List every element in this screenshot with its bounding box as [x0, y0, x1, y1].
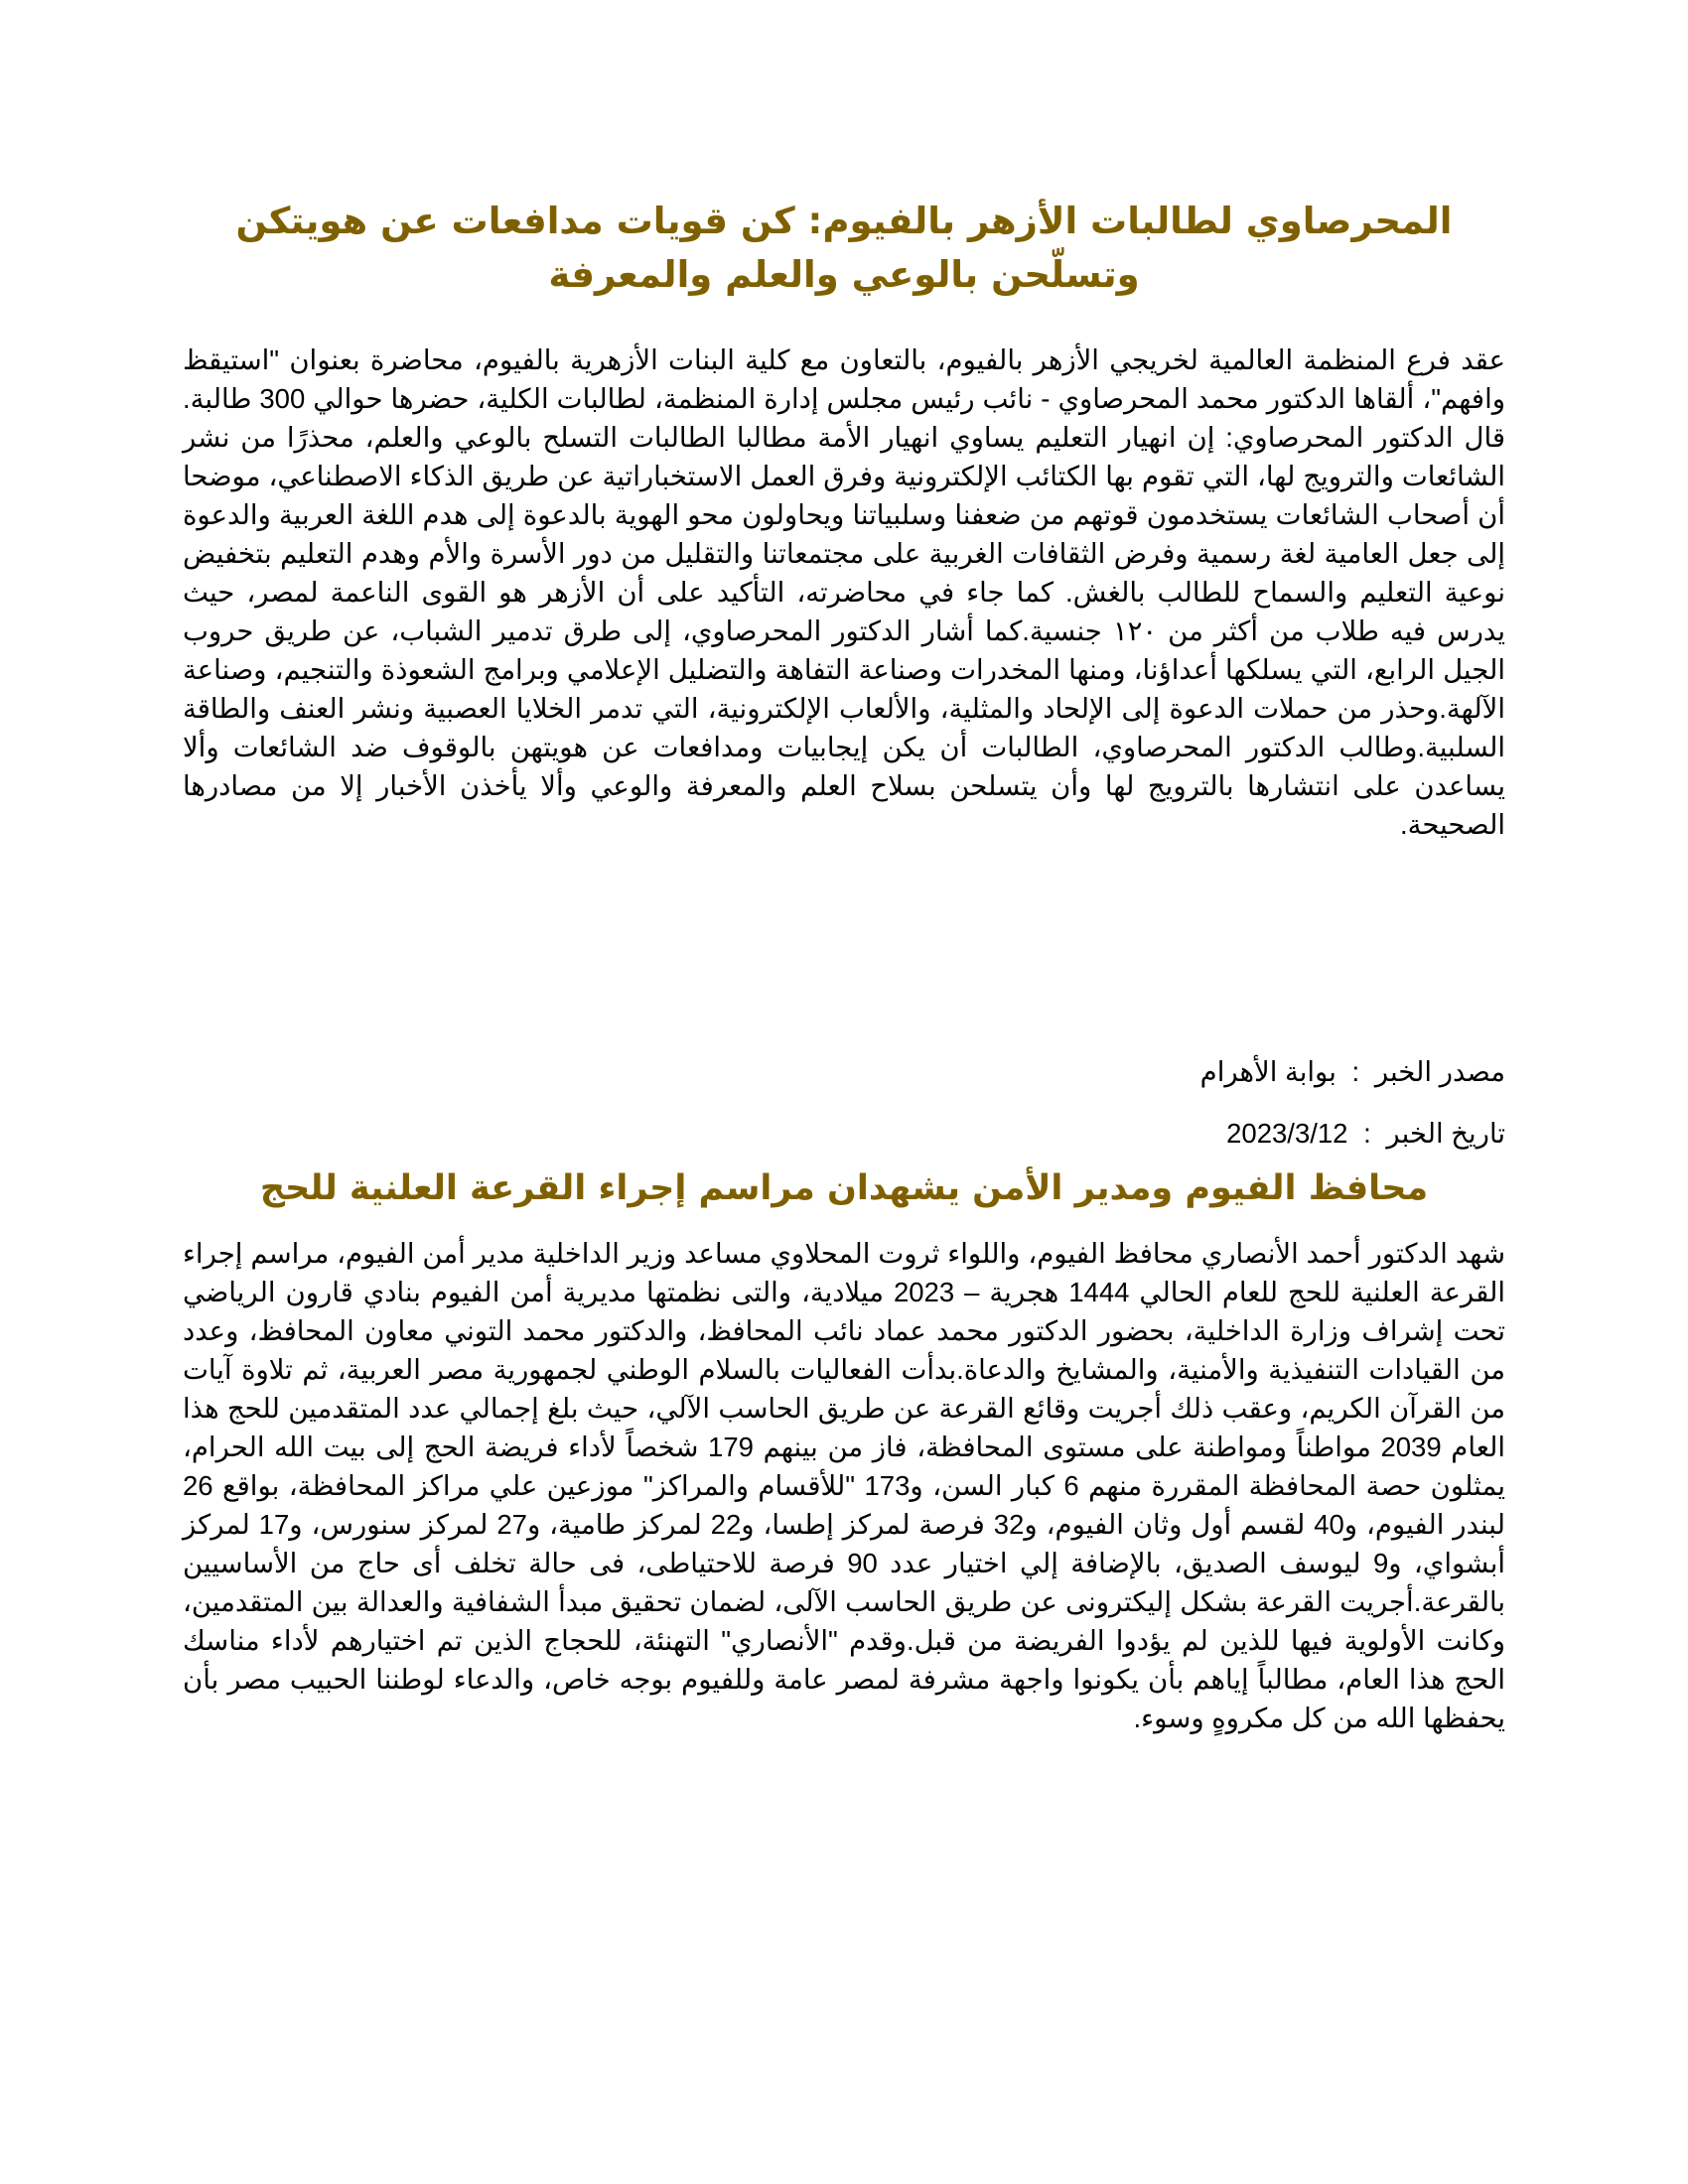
date-separator: : [1363, 1118, 1371, 1149]
article-2-body: شهد الدكتور أحمد الأنصاري محافظ الفيوم، واللواء ثروت المحلاوي مساعد وزير الداخلية مدير أمن الفيوم، مراسم إجراء القرعة العلنية للحج للعام الحالي 1444 هجرية – 2023 ميلادية، والتى نظمتها مديرية أمن الفيوم بنادي قارون الرياضي تحت إشراف وزارة الداخلية، بحضور الدكتور محمد عماد نائب المحافظ، والدكتور محمد التوني معاون المحافظ، وعدد من القيادات التنفيذية والأمنية، والمشايخ والدعاة.بدأت الفعاليات بالسلام الوطني لجمهورية مصر العربية، ثم تلاوة آيات من القرآن الكريم، وعقب ذلك أجريت وقائع القرعة عن طريق الحاسب الآلي، حيث بلغ إجمالي عدد المتقدمين للحج هذا العام 2039 مواطناً ومواطنة على مستوى المحافظة، فاز من بينهم 179 شخصاً لأداء فريضة الحج إلى بيت الله الحرام، يمثلون حصة المحافظة المقررة منهم 6 كبار السن، و173 "للأقسام والمراكز" موزعين علي مراكز المحافظة، بواقع 26 لبندر الفيوم، و40 لقسم أول وثان الفيوم، و32 فرصة لمركز إطسا، و22 لمركز طامية، و27 لمركز سنورس، و17 لمركز أبشواي، و9 ليوسف الصديق، بالإضافة إلي اختيار عدد 90 فرصة للاحتياطى، فى حالة تخلف أى حاج من الأساسيين بالقرعة.أجريت القرعة بشكل إليكترونى عن طريق الحاسب الآلى، لضمان تحقيق مبدأ الشفافية والعدالة بين المتقدمين، وكانت الأولوية فيها للذين لم يؤدوا الفريضة من قبل.وقدم "الأنصاري" التهنئة، للحجاج الذين تم اختيارهم لأداء مناسك الحج هذا العام، مطالباً إياهم بأن يكونوا واجهة مشرفة لمصر عامة وللفيوم بوجه خاص، والدعاء لوطننا الحبيب مصر بأن يحفظها الله من كل مكروهٍ وسوء. [183, 1238, 1505, 1733]
article-2-headline: محافظ الفيوم ومدير الأمن يشهدان مراسم إجراء القرعة العلنية للحج [259, 1168, 1429, 1208]
article-1-date-line [1226, 1114, 1505, 1153]
date-label: تاريخ الخبر [1386, 1118, 1505, 1149]
source-value: بوابة الأهرام [1199, 1056, 1336, 1087]
source-separator: : [1351, 1056, 1360, 1087]
date-value: 2023/3/12 [1226, 1118, 1348, 1149]
article-1-source-line [1200, 1052, 1505, 1091]
article-1-body: عقد فرع المنظمة العالمية لخريجي الأزهر بالفيوم، بالتعاون مع كلية البنات الأزهرية بالفيوم، محاضرة بعنوان "استيقظ وافهم"، ألقاها الدكتور محمد المحرصاوي - نائب رئيس مجلس إدارة المنظمة، لطالبات الكلية، حضرها حوالي 300 طالبة. قال الدكتور المحرصاوي: إن انهيار التعليم يساوي انهيار الأمة مطالبا الطالبات التسلح بالوعي والعلم، محذرًا من نشر الشائعات والترويج لها، التي تقوم بها الكتائب الإلكترونية وفرق العمل الاستخباراتية عن طريق الذكاء الاصطناعي، موضحا أن أصحاب الشائعات يستخدمون قوتهم من ضعفنا وسلبياتنا ويحاولون محو الهوية بالدعوة إلى هدم اللغة العربية والدعوة إلى جعل العامية لغة رسمية وفرض الثقافات الغربية على مجتمعاتنا والتقليل من دور الأسرة والأم وهدم التعليم بتخفيض نوعية التعليم والسماح للطالب بالغش. كما جاء في محاضرته، التأكيد على أن الأزهر هو القوى الناعمة لمصر، حيث يدرس فيه طلاب من أكثر من ١٢٠ جنسية.كما أشار الدكتور المحرصاوي، إلى طرق تدمير الشباب، عن طريق حروب الجيل الرابع، التي يسلكها أعداؤنا، ومنها المخدرات وصناعة التفاهة والتضليل الإعلامي وبرامج الشعوذة والتنجيم، وصناعة الآلهة.وحذر من حملات الدعوة إلى الإلحاد والمثلية، والألعاب الإلكترونية، التي تدمر الخلايا العصبية ونشر العنف والطاقة السلبية.وطالب الدكتور المحرصاوي، الطالبات أن يكن إيجابيات ومدافعات عن هويتهن بالوقوف ضد الشائعات وألا يساعدن على انتشارها بالترويج لها وأن يتسلحن بسلاح العلم والمعرفة والوعي وألا يأخذن الأخبار إلا من مصادرها الصحيحة. [183, 344, 1505, 840]
article-1-headline: المحرصاوي لطالبات الأزهر بالفيوم: كن قويات مدافعات عن هويتكن وتسلّحن بالوعي والعلم والمعرفة [235, 200, 1453, 296]
source-label: مصدر الخبر [1374, 1056, 1505, 1087]
